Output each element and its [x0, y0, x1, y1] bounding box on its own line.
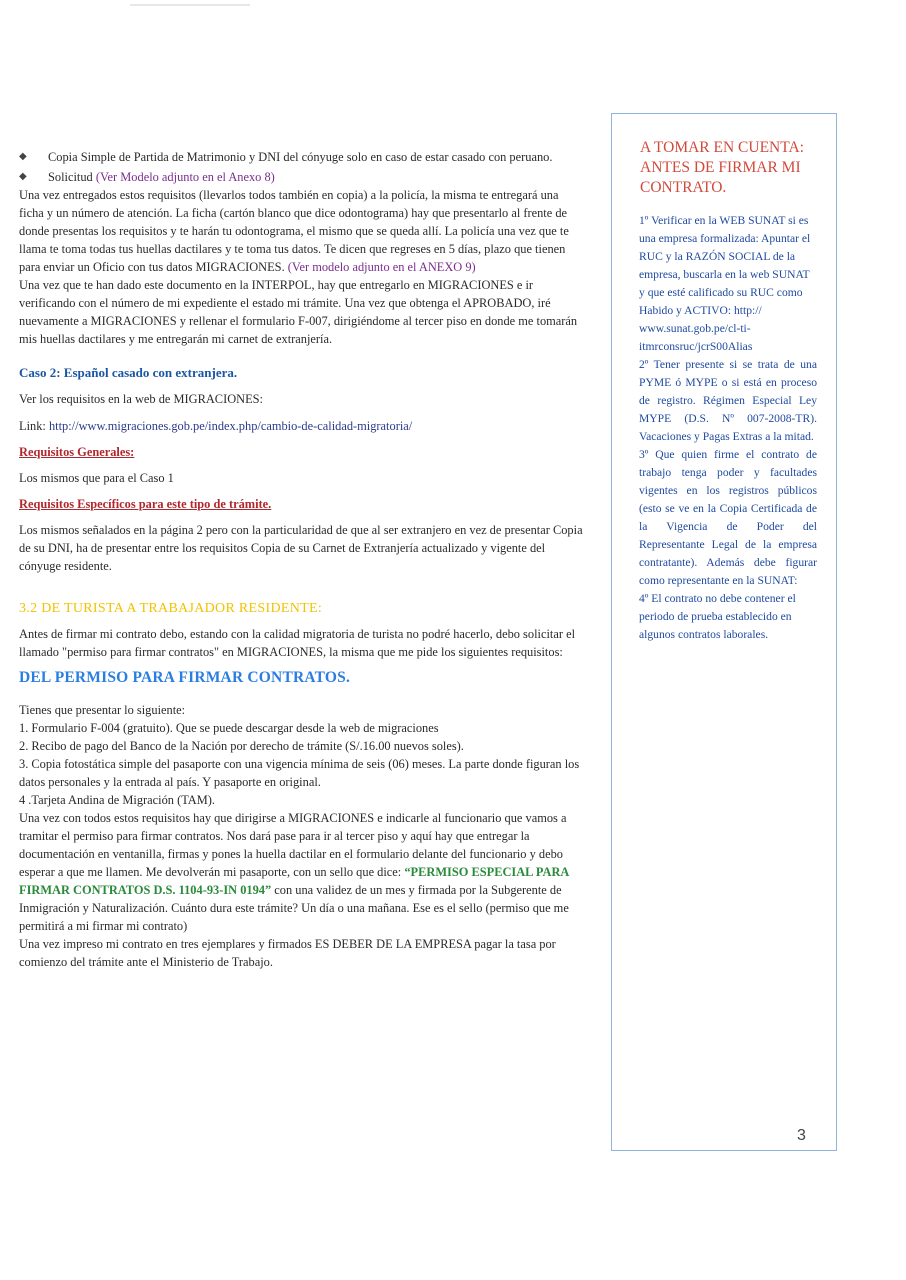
sidebar-item: 4º El contrato no debe contener el periodo de prueba establecido en algunos contratos laborales.: [639, 592, 796, 641]
requisitos-especificos-heading: Requisitos Específicos para este tipo de trámite.: [19, 497, 272, 511]
list-intro: Tienes que presentar lo siguiente:: [19, 703, 186, 717]
bullet-item: ◆ Solicitud (Ver Modelo adjunto en el Anexo 8): [19, 170, 275, 184]
paragraph: Una vez con todos estos requisitos hay que dirigirse a MIGRACIONES e indicarle al funcionario que vamos a tramitar el permiso para firmar contratos. Nos dará pase para ir al tercer piso y aquí hay que entregar la documentación en ventanilla, firmas y pones la huella dactilar en el formulario delante del funcionario y debo esperar a que me llamen. Me devolverán mi pasaporte, con un sello que dice: “PERMISO ESPECIAL PARA FIRMAR CONTRATOS D.S. 1104-93-IN 0194” con una validez de un mes y firmada por la Subgerente de Inmigración y Naturalización. Cuánto dura este trámite? Un día o una mañana. Ese es el sello (permiso que me permitirá a mi firmar mi contrato): [19, 811, 569, 933]
diamond-bullet-icon: ◆: [19, 171, 27, 182]
caso2-intro: Ver los requisitos en la web de MIGRACIONES:: [19, 392, 263, 406]
permiso-heading: DEL PERMISO PARA FIRMAR CONTRATOS.: [19, 669, 351, 686]
caso2-heading: Caso 2: Español casado con extranjera.: [19, 365, 238, 380]
sidebar-item: 3º Que quien firme el contrato de trabajo tenga poder y facultades vigentes en los registros públicos (esto se ve en la Copia Certificada de la Vigencia de Poder del Representante Legal de la empresa contratante). Además debe figurar como representante en la SUNAT:: [639, 448, 817, 587]
list-item: 1. Formulario F-004 (gratuito). Que se puede descargar desde la web de migraciones: [19, 721, 439, 735]
sidebar-item: 1º Verificar en la WEB SUNAT si es una empresa formalizada: Apuntar el RUC y la RAZÓN SOCIAL de la empresa, buscarla en la web SUNAT y que esté calificado su RUC como Habido y ACTIVO: http:// www.sunat.gob.pe/cl-ti-itmrconsruc/jcrS00Alias: [639, 214, 811, 353]
main-content: [19, 148, 584, 971]
paragraph: Una vez impreso mi contrato en tres ejemplares y firmados ES DEBER DE LA EMPRESA pagar la tasa por comienzo del trámite ante el Ministerio de Trabajo.: [19, 937, 556, 969]
sidebar-title: A TOMAR EN CUENTA: ANTES DE FIRMAR MI CONTRATO.: [640, 139, 804, 196]
paragraph: Una vez que te han dado este documento en la INTERPOL, hay que entregarlo en MIGRACIONES e ir verificando con el número de mi expediente el estado mi trámite. Una vez que obtenga el APROBADO, iré nuevamente a MIGRACIONES y rellenar el formulario F-007, dirigiéndome al tercer piso en donde me tomarán mis huellas dactilares y me entregarán mi carnet de extranjería.: [19, 278, 578, 346]
section-heading: 3.2 DE TURISTA A TRABAJADOR RESIDENTE:: [19, 601, 323, 616]
list-item: 2. Recibo de pago del Banco de la Nación por derecho de trámite (S/.16.00 nuevos soles).: [19, 739, 464, 753]
list-item: 4 .Tarjeta Andina de Migración (TAM).: [19, 793, 215, 807]
sidebar-box: [611, 113, 837, 1151]
list-item: 3. Copia fotostática simple del pasaporte con una vigencia mínima de seis (06) meses. La parte donde figuran los datos personales y la entrada al país. Y pasaporte en original.: [19, 757, 580, 789]
page-number: 3: [797, 1127, 806, 1144]
sidebar-item: 2º Tener presente si se trata de una PYME ó MYPE o si está en proceso de registro. Régimen Especial Ley MYPE (D.S. Nº 007-2008-TR). Vacaciones y Pagas Extras a la mitad.: [639, 358, 817, 443]
anexo-8-link[interactable]: (Ver Modelo adjunto en el Anexo 8): [95, 170, 275, 184]
bullet-item: ◆ Copia Simple de Partida de Matrimonio y DNI del cónyuge solo en caso de estar casado con peruano.: [19, 150, 553, 164]
diamond-bullet-icon: ◆: [19, 151, 27, 162]
requisitos-generales-heading: Requisitos Generales:: [19, 445, 135, 459]
caso2-link-line: Link: http://www.migraciones.gob.pe/index.php/cambio-de-calidad-migratoria/: [19, 419, 413, 433]
requisitos-especificos-text: Los mismos señalados en la página 2 pero con la particularidad de que al ser extranjero en vez de presentar Copia de su DNI, ha de presentar entre los requisitos Copia de su Carnet de Extranjería actualizado y vigente del cónyuge residente.: [19, 523, 583, 573]
scan-artifact: [130, 4, 250, 6]
sidebar-body: [639, 212, 817, 644]
requisitos-generales-text: Los mismos que para el Caso 1: [19, 471, 174, 485]
section-intro: Antes de firmar mi contrato debo, estando con la calidad migratoria de turista no podré hacerlo, debo solicitar el llamado "permiso para firmar contratos" en MIGRACIONES, la misma que me pide los siguientes requisitos:: [19, 627, 576, 659]
permiso-especial-text: “PERMISO ESPECIAL PARA FIRMAR CONTRATOS D.S. 1104-93-IN 0194”: [19, 865, 569, 897]
paragraph: Una vez entregados estos requisitos (llevarlos todos también en copia) a la policía, la misma te entregará una ficha y un número de atención. La ficha (cartón blanco que dice odontograma) hay que presentarlo al frente de donde presentas los requisitos y te harán tu odontograma, el mismo que se queda allí. La policía una vez que te llama te toma todas tus huellas dactilares y te toma tus datos. Te dicen que regreses en 5 días, plazo que tienen para enviar un Oficio con tus datos MIGRACIONES. (Ver modelo adjunto en el ANEXO 9): [19, 188, 569, 274]
anexo-9-link[interactable]: (Ver modelo adjunto en el ANEXO 9): [287, 260, 476, 274]
migraciones-link[interactable]: http://www.migraciones.gob.pe/index.php/cambio-de-calidad-migratoria/: [48, 419, 413, 433]
